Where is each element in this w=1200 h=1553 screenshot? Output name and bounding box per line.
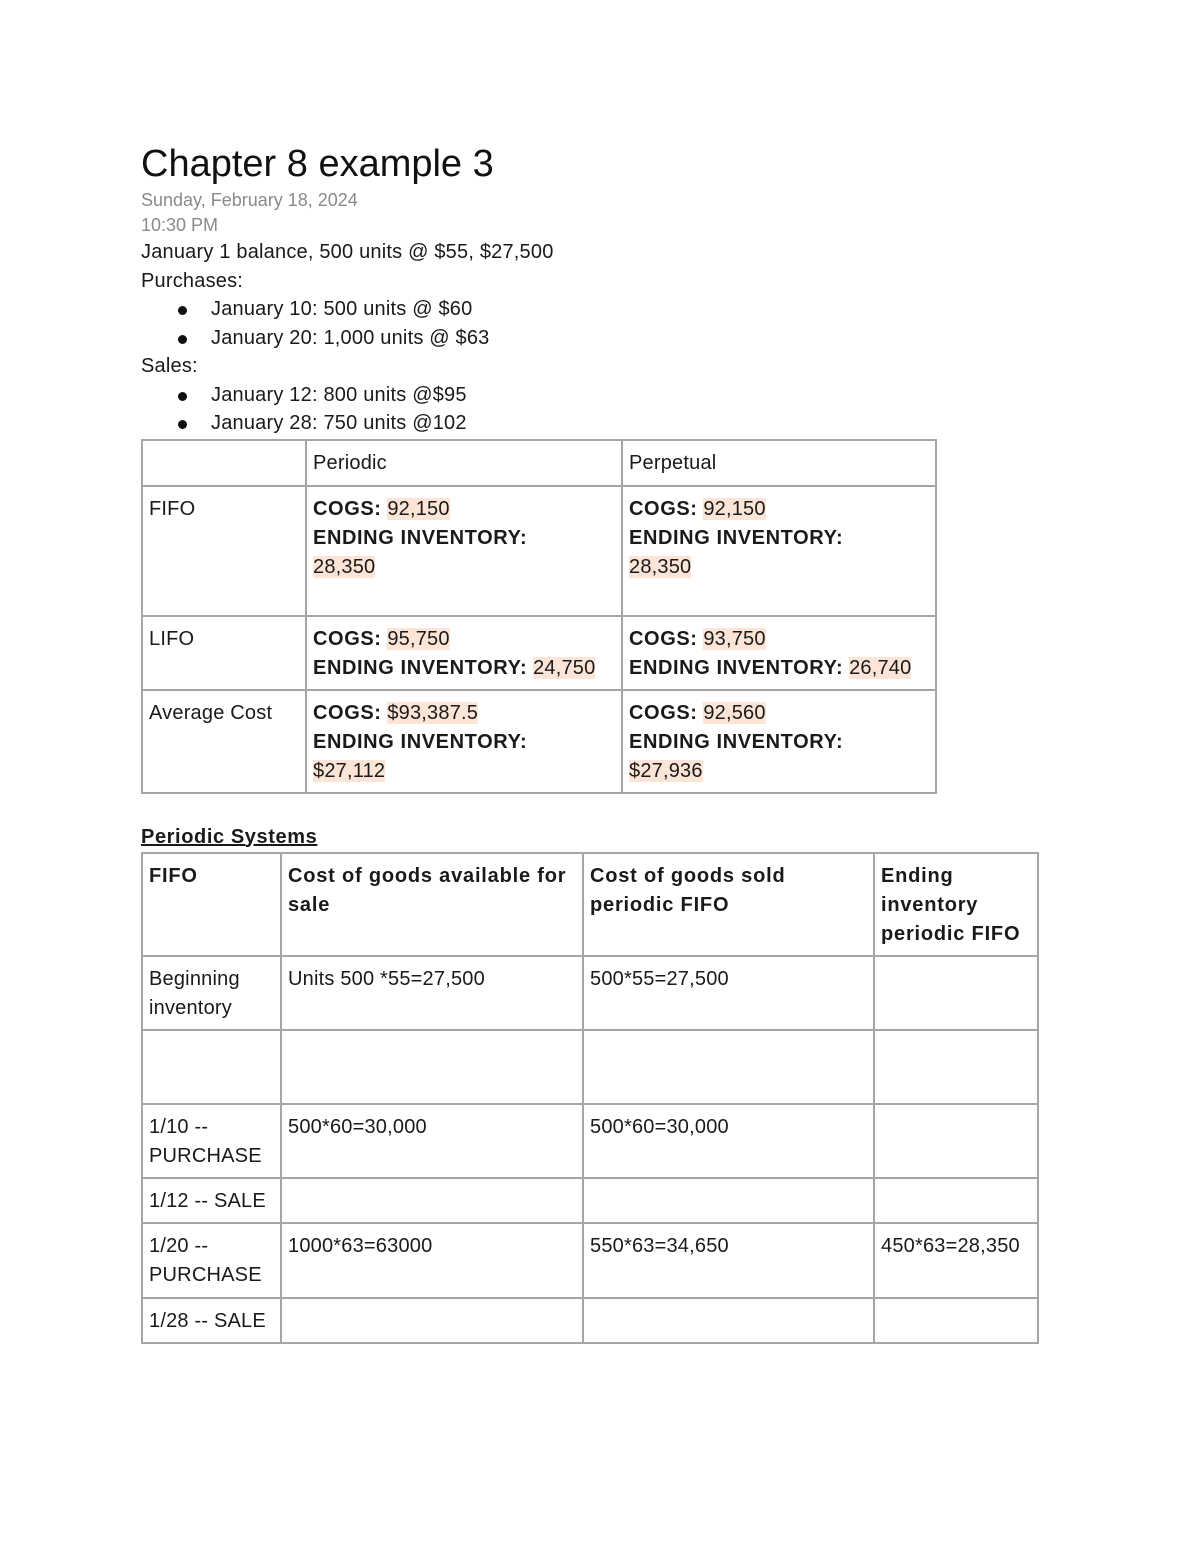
perpetual-cell	[622, 616, 936, 690]
table-header-cell: Cost of goods available for sale	[281, 853, 583, 956]
periodic-fifo-table	[141, 852, 1039, 1344]
table-cell	[874, 1104, 1038, 1178]
sales-label: Sales:	[141, 355, 198, 377]
method-cell: FIFO	[142, 486, 306, 616]
table-cell: 1/20 -- PURCHASE	[142, 1223, 281, 1298]
bullet-icon	[178, 335, 187, 344]
table-cell	[874, 1030, 1038, 1104]
method-cell: LIFO	[142, 616, 306, 690]
table-header-cell	[142, 440, 306, 486]
table-row	[142, 1298, 1038, 1343]
ending-inventory-value: 28,350	[313, 555, 376, 578]
purchase-text: January 20: 1,000 units @ $63	[211, 326, 490, 349]
section-title: Periodic Systems	[141, 825, 318, 848]
list-item	[175, 324, 1141, 353]
table-cell	[874, 1298, 1038, 1343]
ending-inventory-value: 28,350	[629, 555, 692, 578]
table-cell: 500*60=30,000	[281, 1104, 583, 1178]
ending-inventory-label: ENDING INVENTORY:	[629, 730, 844, 753]
cogs-value: 93,750	[703, 627, 766, 650]
table-cell: 450*63=28,350	[874, 1223, 1038, 1298]
ending-inventory-value: 24,750	[533, 656, 596, 679]
ending-inventory-label: ENDING INVENTORY:	[313, 656, 528, 679]
note-page	[141, 140, 1141, 1344]
table-header-cell: FIFO	[142, 853, 281, 956]
table-header-cell: Ending inventory periodic FIFO	[874, 853, 1038, 956]
table-row	[142, 1223, 1038, 1298]
table-row	[142, 616, 936, 690]
purchase-text: January 10: 500 units @ $60	[211, 298, 473, 320]
table-row	[142, 853, 1038, 956]
periodic-cell	[306, 616, 622, 690]
cogs-label: COGS:	[629, 497, 698, 520]
table-row	[142, 1030, 1038, 1104]
cogs-label: COGS:	[313, 701, 382, 724]
table-row	[142, 486, 936, 616]
cogs-value: 92,150	[387, 497, 450, 520]
table-cell: 500*55=27,500	[583, 956, 874, 1030]
sale-text: January 12: 800 units @$95	[211, 383, 467, 406]
cogs-value: $93,387.5	[387, 701, 479, 724]
bullet-icon	[178, 420, 187, 429]
table-header-cell: Periodic	[306, 440, 622, 486]
table-cell: 500*60=30,000	[583, 1104, 874, 1178]
table-cell	[874, 1178, 1038, 1223]
bullet-icon	[178, 392, 187, 401]
purchases-label: Purchases:	[141, 269, 244, 292]
cogs-label: COGS:	[629, 627, 698, 650]
ending-inventory-value: $27,112	[313, 759, 386, 782]
ending-inventory-label: ENDING INVENTORY:	[629, 526, 844, 549]
table-cell	[281, 1030, 583, 1104]
method-cell: Average Cost	[142, 690, 306, 793]
ending-inventory-label: ENDING INVENTORY:	[629, 656, 844, 679]
table-cell	[583, 1030, 874, 1104]
sale-text: January 28: 750 units @102	[211, 412, 467, 434]
note-date: Sunday, February 18, 2024	[141, 190, 358, 210]
table-header-cell: Cost of goods sold periodic FIFO	[583, 853, 874, 956]
cogs-value: 92,560	[703, 701, 766, 724]
table-cell	[583, 1298, 874, 1343]
table-cell: 1/28 -- SALE	[142, 1298, 281, 1343]
table-cell: 1/10 -- PURCHASE	[142, 1104, 281, 1178]
table-cell	[874, 956, 1038, 1030]
table-cell	[142, 1030, 281, 1104]
table-row	[142, 440, 936, 486]
cogs-value: 92,150	[703, 497, 766, 520]
table-cell: 1/12 -- SALE	[142, 1178, 281, 1223]
note-time: 10:30 PM	[141, 215, 219, 235]
balance-line: January 1 balance, 500 units @ $55, $27,500	[141, 241, 554, 263]
table-row	[142, 956, 1038, 1030]
cogs-value: 95,750	[387, 627, 450, 650]
page-title: Chapter 8 example 3	[141, 143, 494, 185]
periodic-cell	[306, 690, 622, 793]
table-cell	[583, 1178, 874, 1223]
periodic-cell	[306, 486, 622, 616]
table-header-cell: Perpetual	[622, 440, 936, 486]
cogs-label: COGS:	[313, 627, 382, 650]
comparison-table	[141, 439, 937, 794]
ending-inventory-value: 26,740	[849, 656, 912, 679]
list-item	[175, 295, 1141, 324]
perpetual-cell	[622, 486, 936, 616]
table-cell: 550*63=34,650	[583, 1223, 874, 1298]
table-cell: Units 500 *55=27,500	[281, 956, 583, 1030]
bullet-icon	[178, 306, 187, 315]
ending-inventory-value: $27,936	[629, 759, 703, 782]
table-cell: Beginning inventory	[142, 956, 281, 1030]
table-row	[142, 1104, 1038, 1178]
cogs-label: COGS:	[629, 701, 698, 724]
list-item	[175, 381, 1141, 410]
sales-list	[141, 381, 1141, 438]
cogs-label: COGS:	[313, 497, 382, 520]
table-cell	[281, 1298, 583, 1343]
list-item	[175, 409, 1141, 438]
ending-inventory-label: ENDING INVENTORY:	[313, 526, 528, 549]
purchases-list	[141, 295, 1141, 352]
table-cell: 1000*63=63000	[281, 1223, 583, 1298]
perpetual-cell	[622, 690, 936, 793]
table-cell	[281, 1178, 583, 1223]
table-row	[142, 690, 936, 793]
table-row	[142, 1178, 1038, 1223]
ending-inventory-label: ENDING INVENTORY:	[313, 730, 528, 753]
